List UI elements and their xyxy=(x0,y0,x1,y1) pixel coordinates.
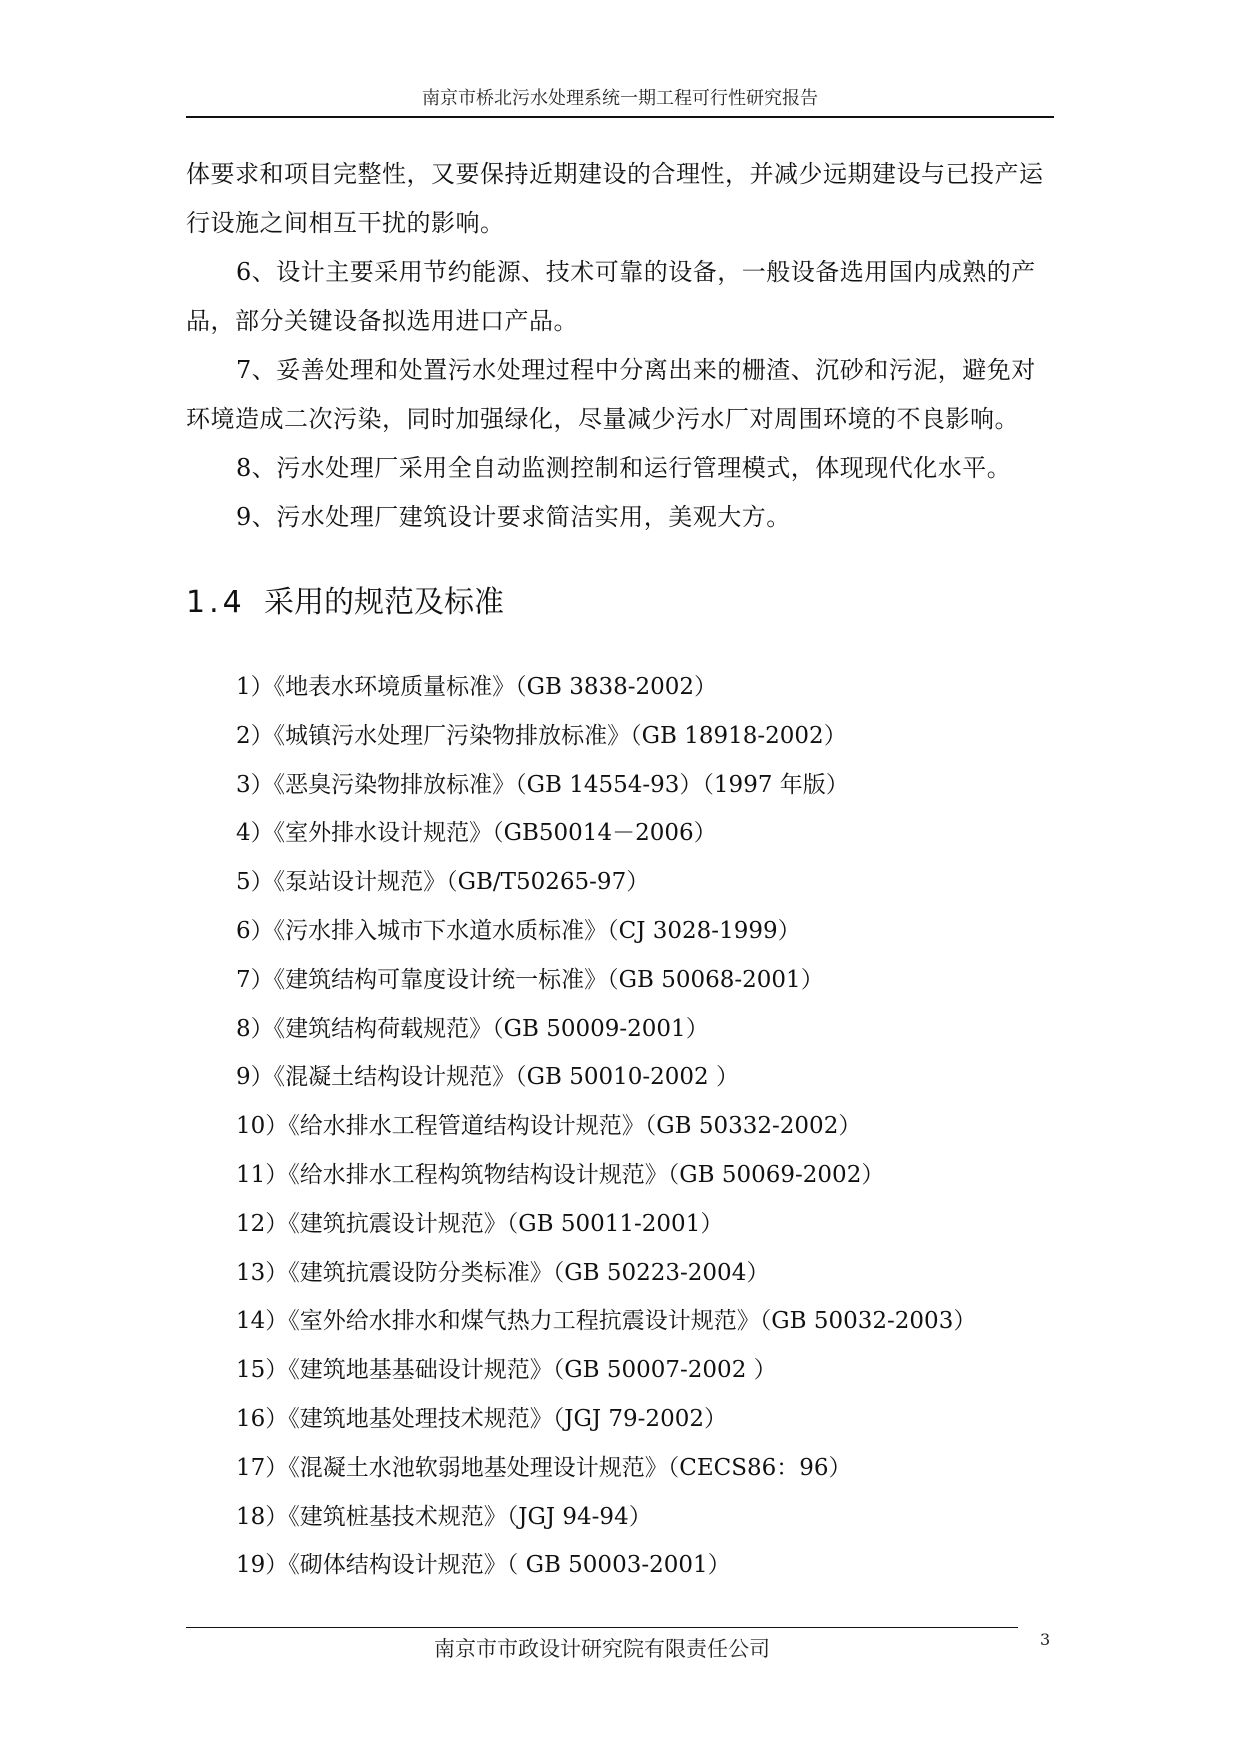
section-heading xyxy=(186,583,504,623)
body-text xyxy=(186,150,1056,542)
section-number: 1.4 xyxy=(186,585,246,620)
reference-item: 4）《室外排水设计规范》（GB50014－2006） xyxy=(236,820,717,847)
reference-item: 7）《建筑结构可靠度设计统一标准》（GB 50068-2001） xyxy=(236,966,824,993)
reference-item: 18）《建筑桩基技术规范》（JGJ 94-94） xyxy=(236,1503,652,1530)
reference-item: 16）《建筑地基处理技术规范》（JGJ 79-2002） xyxy=(236,1405,727,1432)
footer-divider xyxy=(186,1627,1018,1628)
footer-organization: 南京市市政设计研究院有限责任公司 xyxy=(434,1637,770,1661)
reference-item: 10）《给水排水工程管道结构设计规范》（GB 50332-2002） xyxy=(236,1113,862,1140)
reference-item: 11）《给水排水工程构筑物结构设计规范》（GB 50069-2002） xyxy=(236,1161,885,1188)
reference-item: 6）《污水排入城市下水道水质标准》（CJ 3028-1999） xyxy=(236,917,801,944)
reference-item: 1）《地表水环境质量标准》（GB 3838-2002） xyxy=(236,674,718,700)
reference-item: 17）《混凝土水池软弱地基处理设计规范》（CECS86：96） xyxy=(236,1454,852,1481)
paragraph-item-9: 9、污水处理厂建筑设计要求简洁实用，美观大方。 xyxy=(236,503,791,531)
page-number: 3 xyxy=(1040,1630,1051,1649)
reference-item: 8）《建筑结构荷载规范》（GB 50009-2001） xyxy=(236,1015,709,1042)
page-header: 南京市桥北污水处理系统一期工程可行性研究报告 xyxy=(422,88,818,109)
reference-list xyxy=(236,663,1056,1590)
reference-item: 14）《室外给水排水和煤气热力工程抗震设计规范》（GB 50032-2003） xyxy=(236,1308,977,1335)
reference-item: 5）《泵站设计规范》（GB/T50265-97） xyxy=(236,869,650,896)
section-title-text: 采用的规范及标准 xyxy=(264,585,504,620)
paragraph-item-7: 7、妥善处理和处置污水处理过程中分离出来的栅渣、沉砂和污泥，避免对环境造成二次污染，同时加强绿化，尽量减少污水厂对周围环境的不良影响。 xyxy=(186,356,1036,433)
header-divider xyxy=(186,116,1054,118)
reference-item: 19）《砌体结构设计规范》（ GB 50003-2001） xyxy=(236,1552,731,1579)
paragraph-item-6: 6、设计主要采用节约能源、技术可靠的设备，一般设备选用国内成熟的产品，部分关键设备拟选用进口产品。 xyxy=(186,258,1036,335)
reference-item: 3）《恶臭污染物排放标准》（GB 14554-93）（1997 年版） xyxy=(236,771,849,798)
reference-item: 13）《建筑抗震设防分类标准》（GB 50223-2004） xyxy=(236,1259,770,1286)
reference-item: 12）《建筑抗震设计规范》（GB 50011-2001） xyxy=(236,1210,724,1237)
paragraph-item-8: 8、污水处理厂采用全自动监测控制和运行管理模式，体现现代化水平。 xyxy=(236,454,1012,482)
paragraph-continuation: 体要求和项目完整性，又要保持近期建设的合理性，并减少远期建设与已投产运行设施之间相互干扰的影响。 xyxy=(186,160,1044,237)
reference-item: 2）《城镇污水处理厂污染物排放标准》（GB 18918-2002） xyxy=(236,722,847,749)
reference-item: 15）《建筑地基基础设计规范》（GB 50007-2002 ） xyxy=(236,1357,777,1384)
reference-item: 9）《混凝土结构设计规范》（GB 50010-2002 ） xyxy=(236,1064,740,1091)
